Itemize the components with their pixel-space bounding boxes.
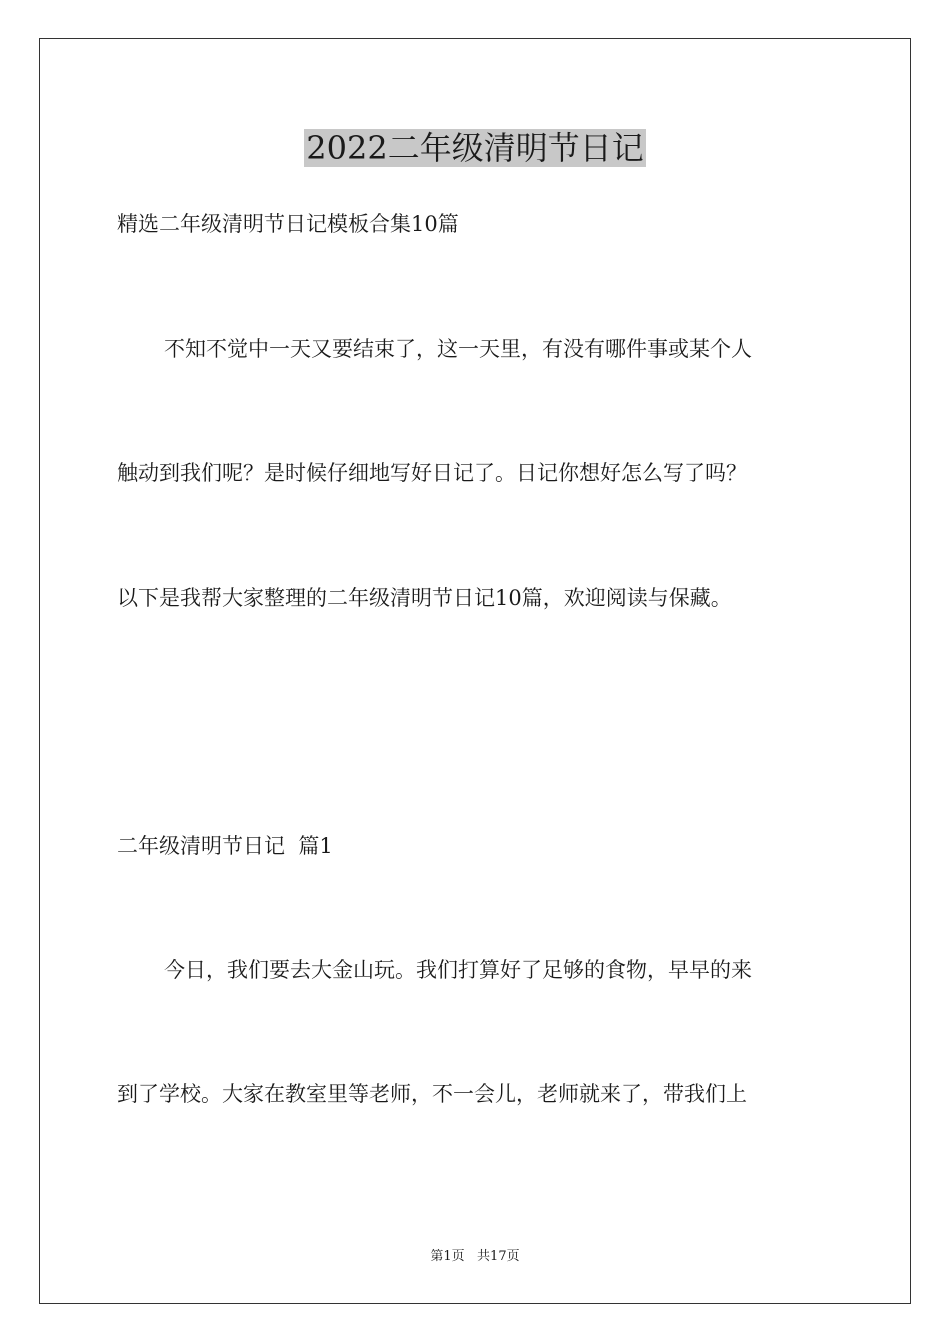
page-footer: 第1页 共17页 [430,1249,520,1264]
section-heading: 二年级清明节日记 篇1 [117,834,333,858]
body-paragraph-line-2: 到了学校。大家在教室里等老师，不一会儿，老师就来了，带我们上 [117,1082,747,1106]
body-paragraph-line-1: 今日，我们要去大金山玩。我们打算好了足够的食物，早早的来 [164,958,752,982]
intro-paragraph-line-3: 以下是我帮大家整理的二年级清明节日记10篇，欢迎阅读与保藏。 [117,586,732,610]
document-title [0,127,950,169]
document-subtitle: 精选二年级清明节日记模板合集10篇 [117,212,459,236]
intro-paragraph-line-2: 触动到我们呢？是时候仔细地写好日记了。日记你想好怎么写了吗？ [117,461,747,485]
intro-paragraph-line-1: 不知不觉中一天又要结束了，这一天里，有没有哪件事或某个人 [164,337,752,361]
document-title-text: 2022二年级清明节日记 [306,129,644,167]
